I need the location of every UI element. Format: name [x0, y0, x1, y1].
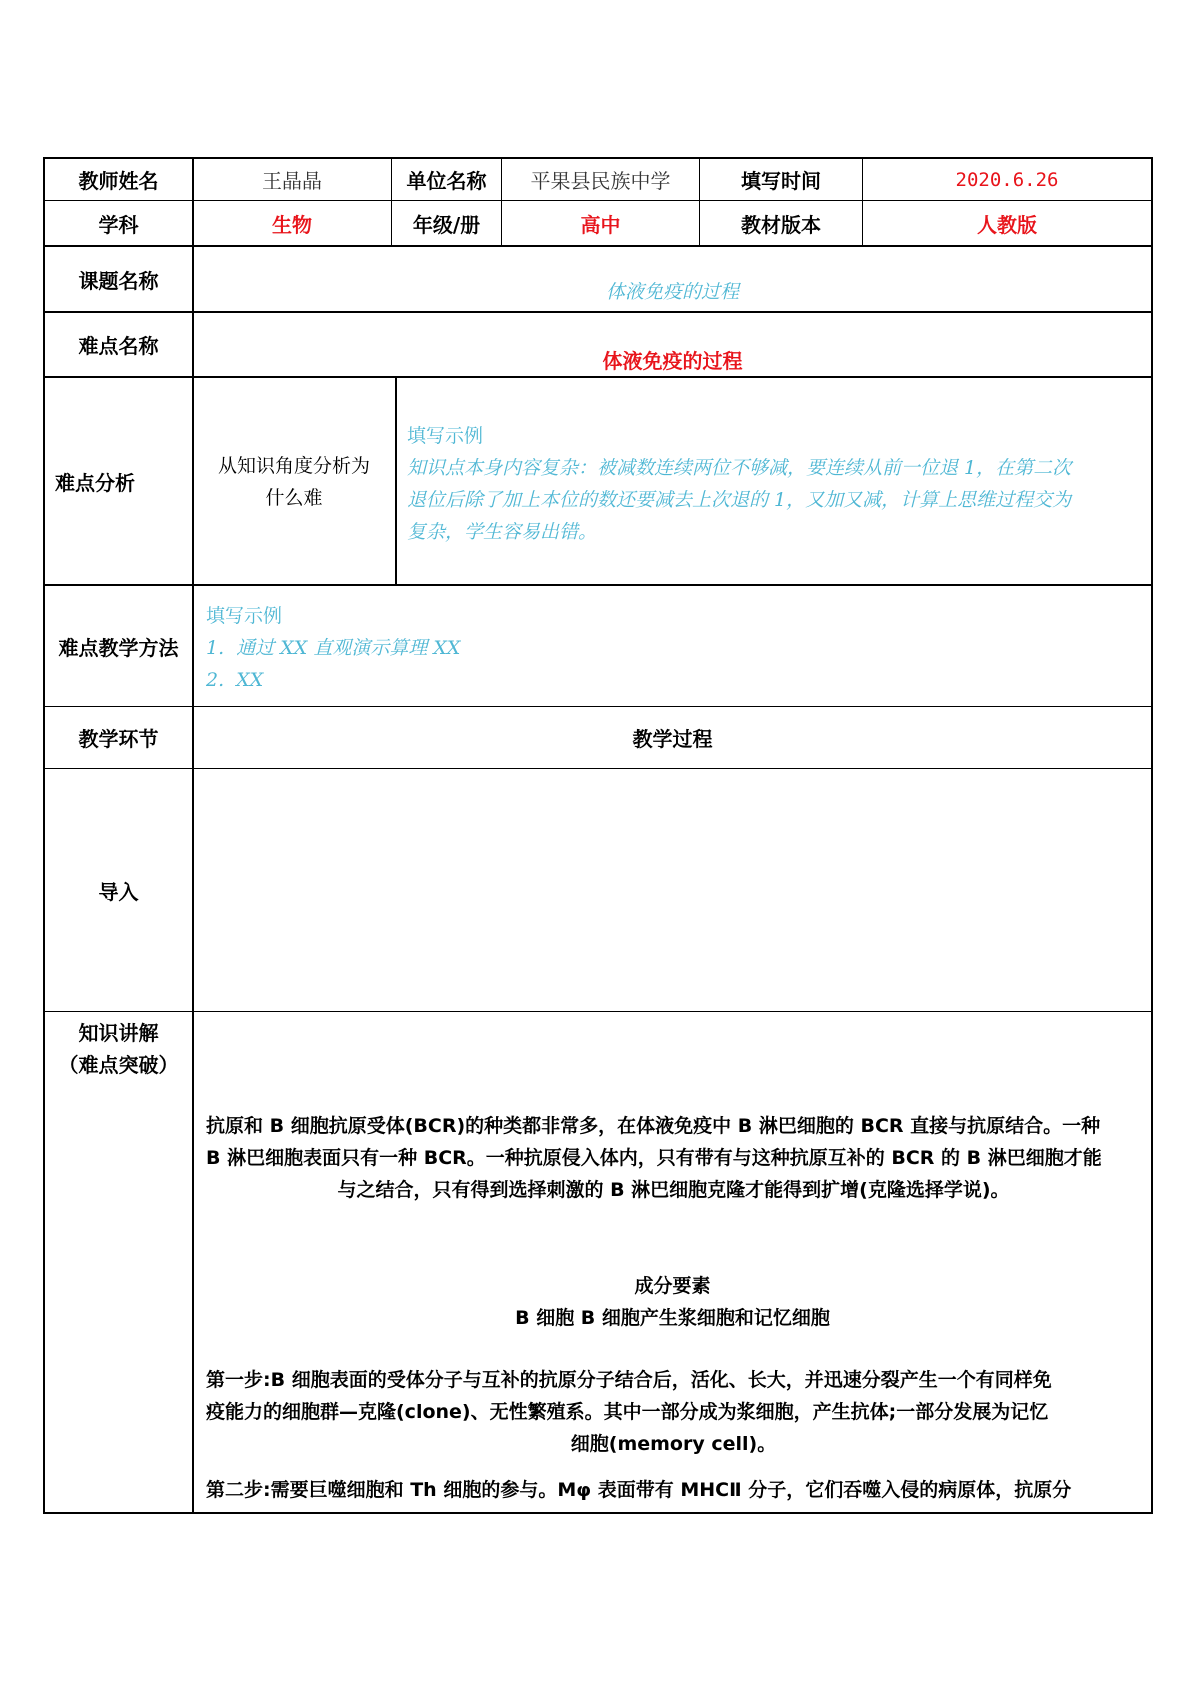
row-divider [43, 584, 1153, 586]
row-divider [43, 1011, 1153, 1012]
difficulty-value: 体液免疫的过程 [602, 348, 743, 373]
knowledge-label-line: （难点突破） [58, 1053, 179, 1077]
grade-label: 年级/册 [412, 212, 481, 237]
row-divider [43, 311, 1153, 313]
paragraph-line: 细胞(memory cell)。 [570, 1433, 777, 1455]
process-label: 教学过程 [632, 727, 713, 751]
method-item: 1. 通过 XX 直观演示算理 XX [206, 637, 461, 659]
analysis-sub-label-line: 从知识角度分析为 [217, 455, 370, 477]
analysis-example-line: 知识点本身内容复杂：被减数连续两位不够减，要连续从前一位退 1，在第二次 [407, 457, 1072, 479]
paragraph-line: B 淋巴细胞表面只有一种 BCR。一种抗原侵入体内，只有带有与这种抗原互补的 BCR 的 B 淋巴细胞才能 [206, 1147, 1102, 1169]
row-divider [43, 376, 1153, 378]
analysis-sub-label [193, 450, 395, 514]
analysis-example-title: 填写示例 [407, 425, 484, 447]
paragraph-line: 第二步:需要巨噬细胞和 Th 细胞的参与。Mφ 表面带有 MHCⅡ 分子，它们吞噬入侵的病原体，抗原分 [206, 1479, 1072, 1501]
method-example [206, 600, 1106, 696]
subject-label: 学科 [98, 212, 139, 237]
method-label: 难点教学方法 [58, 635, 179, 660]
method-item: 2. XX [206, 669, 264, 691]
knowledge-label-line: 知识讲解 [78, 1021, 159, 1045]
paragraph-line: 与之结合，只有得到选择刺激的 B 淋巴细胞克隆才能得到扩增(克隆选择学说)。 [337, 1179, 1010, 1201]
fill-date-label: 填写时间 [741, 169, 821, 193]
stage-label: 教学环节 [78, 727, 159, 751]
topic-label: 课题名称 [78, 268, 159, 293]
analysis-label: 难点分析 [55, 470, 135, 495]
fill-date-value: 2020.6.26 [955, 168, 1059, 191]
step-two-paragraph [206, 1474, 1141, 1506]
difficulty-label: 难点名称 [78, 334, 159, 358]
school-name-value: 平果县民族中学 [530, 169, 671, 193]
knowledge-heading: 成分要素 [634, 1275, 711, 1297]
analysis-example-line: 复杂，学生容易出错。 [407, 521, 598, 543]
paragraph-line: 第一步:B 细胞表面的受体分子与互补的抗原分子结合后，活化、长大，并迅速分裂产生一个有同样免 [206, 1369, 1052, 1391]
knowledge-paragraph [206, 1110, 1141, 1206]
method-example-title: 填写示例 [206, 605, 283, 627]
knowledge-subheading: B 细胞 B 细胞产生浆细胞和记忆细胞 [515, 1307, 830, 1329]
analysis-example [407, 420, 1147, 548]
analysis-sub-label-line: 什么难 [265, 487, 323, 509]
knowledge-label [45, 1017, 192, 1081]
paragraph-line: 疫能力的细胞群—克隆(clone)、无性繁殖系。其中一部分成为浆细胞，产生抗体;一部分发展为记忆 [206, 1401, 1049, 1423]
intro-content [194, 769, 1151, 1011]
textbook-label: 教材版本 [741, 212, 821, 237]
column-divider [395, 377, 397, 584]
textbook-value: 人教版 [977, 212, 1037, 237]
teacher-name-value: 王晶晶 [262, 169, 322, 193]
row-divider [43, 245, 1153, 247]
step-one-paragraph [206, 1364, 1141, 1460]
teacher-name-label: 教师姓名 [78, 169, 159, 193]
grade-value: 高中 [580, 212, 621, 237]
intro-label: 导入 [98, 879, 139, 904]
school-name-label: 单位名称 [406, 169, 487, 193]
analysis-example-line: 退位后除了加上本位的数还要减去上次退的 1，又加又减，计算上思维过程交为 [407, 489, 1072, 511]
paragraph-line: 抗原和 B 细胞抗原受体(BCR)的种类都非常多，在体液免疫中 B 淋巴细胞的 BCR 直接与抗原结合。一种 [206, 1115, 1101, 1137]
topic-value: 体液免疫的过程 [605, 280, 739, 303]
subject-value: 生物 [272, 212, 312, 237]
